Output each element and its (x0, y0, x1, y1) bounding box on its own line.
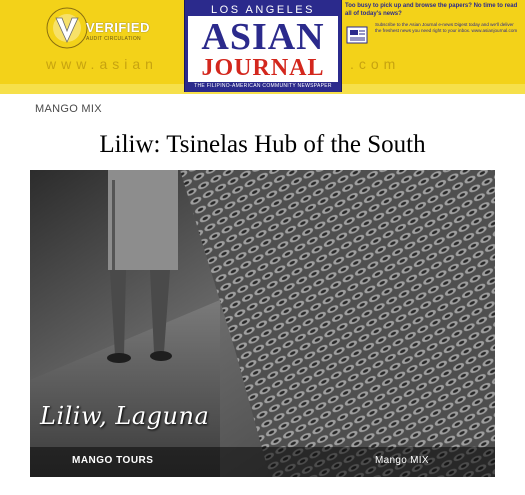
article-photo (30, 170, 495, 477)
enews-promo[interactable] (345, 0, 520, 52)
newspaper-icon (345, 24, 371, 46)
photo-caption: Liliw, Laguna (40, 402, 210, 430)
logo-city-row (185, 0, 341, 16)
promo-headline: Too busy to pick up and browse the papers? No time to read all of today's news? (345, 3, 518, 17)
logo-title-asian: ASIAN (201, 16, 325, 58)
promo-body: Subscribe to the Asian Journal e-news Digest today and we'll deliver the freshest news you need right to your inbox. www.asianjournal.com (375, 22, 518, 33)
verified-label: VERIFIED (86, 20, 150, 35)
slippers-photo-illustration (30, 170, 495, 477)
banner-url-right[interactable]: .com (350, 56, 401, 72)
logo-title-journal: JOURNAL (201, 55, 325, 81)
logo-city: LOS ANGELES (211, 4, 315, 16)
banner-url-left[interactable]: www.asian (46, 56, 158, 72)
mango-mix-logo: Mango MIX (375, 455, 429, 466)
verified-badge (40, 6, 178, 52)
header-banner[interactable] (0, 0, 525, 94)
logo-panel (188, 16, 338, 82)
article-title: Liliw: Tsinelas Hub of the South (99, 131, 426, 158)
logo-tagline: THE FILIPINO-AMERICAN COMMUNITY NEWSPAPER (194, 83, 332, 89)
photo-footer (30, 447, 495, 477)
section-label[interactable]: MANGO MIX (35, 103, 102, 115)
asian-journal-logo[interactable] (184, 0, 342, 92)
verified-sublabel: AUDIT CIRCULATION (86, 36, 141, 42)
mango-tours-logo: MANGO TOURS (72, 455, 154, 466)
